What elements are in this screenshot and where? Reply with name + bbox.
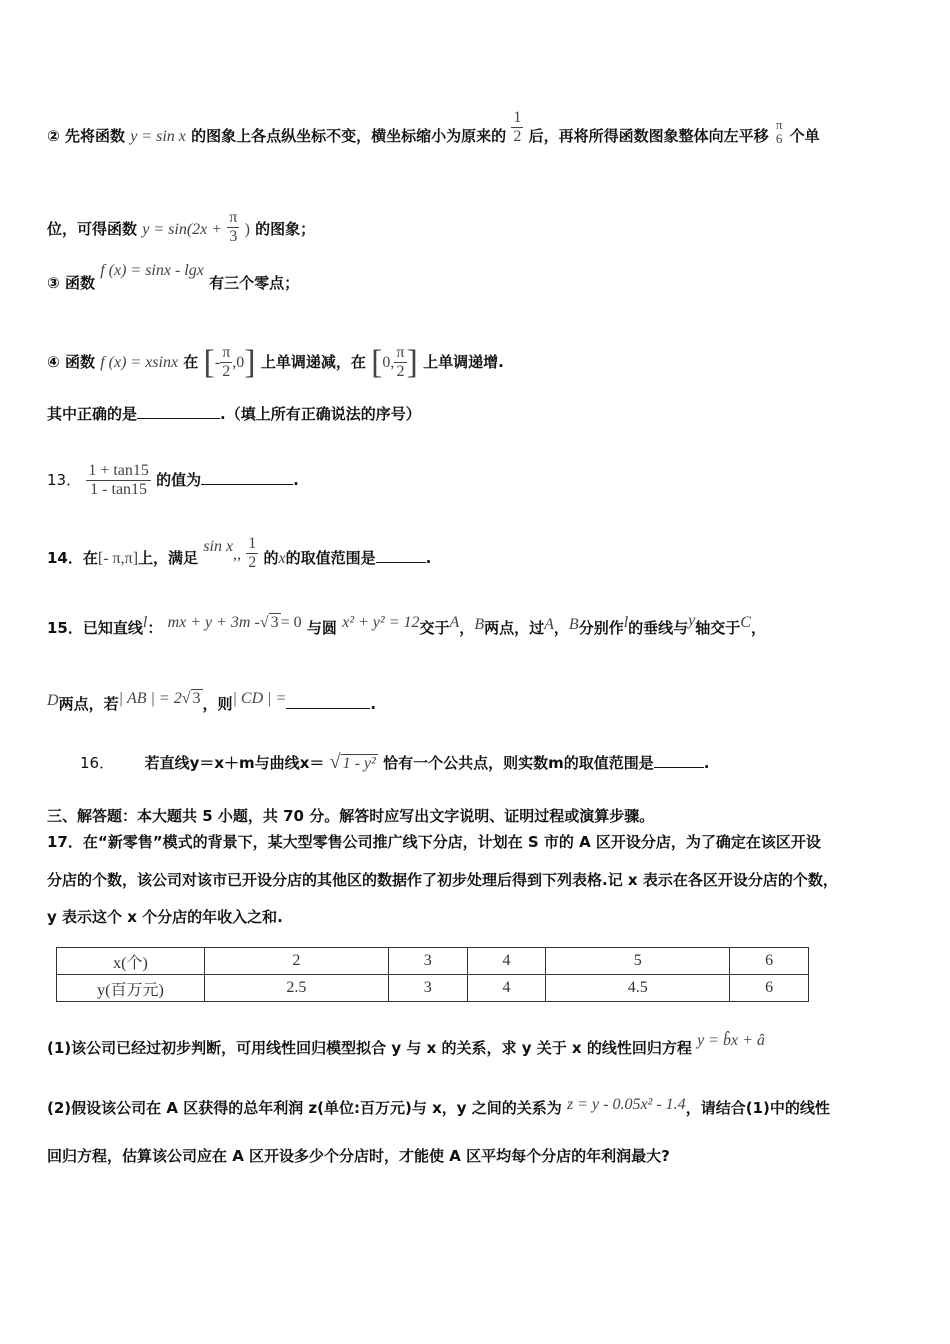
answer-blank[interactable]: [286, 692, 370, 709]
q15-point-a: A: [544, 616, 554, 633]
q16-line-eq: y＝x＋m: [189, 754, 255, 772]
q14-text: .: [425, 549, 432, 567]
q17-part2-line2: 回归方程，估算该公司应在 A 区开设多少个分店时，才能使 A 区平均每个分店的年利润最大?: [47, 1147, 670, 1165]
q15-l: l: [142, 614, 148, 631]
answer-blank[interactable]: [201, 468, 293, 485]
q16-text: .: [703, 754, 710, 772]
item2-line2: [47, 209, 316, 246]
q15-line-equation: mx + y + 3m -: [167, 614, 260, 631]
q15-text: ，则: [202, 695, 233, 713]
item2-text: 后，再将所得函数图象整体向左平移: [528, 127, 769, 145]
q15-ab-sqrt: 3: [192, 690, 201, 707]
item2-text: 位，可得函数: [47, 220, 138, 238]
item4: [47, 344, 504, 381]
q14-var: x: [278, 550, 286, 567]
item2-text: 的图象上各点纵坐标不变，横坐标缩小为原来的: [191, 127, 507, 145]
q15-sqrt3: 3: [270, 614, 279, 631]
q15-number: 15．已知直线: [47, 619, 143, 637]
item3-marker: ③: [47, 274, 60, 292]
item4-interval2-start: 0,: [382, 354, 395, 371]
sqrt-icon: √: [181, 690, 191, 707]
item4-interval1-neg: -: [214, 354, 221, 371]
answer-blank[interactable]: [137, 402, 220, 419]
table-cell: 2.5: [205, 975, 389, 1002]
item4-fraction-pi2: $\frac{\pi}{2}$: [396, 344, 405, 380]
q17-profit-equation: z = y - 0.05x² - 1.4: [567, 1096, 686, 1113]
q15-text: ，: [553, 619, 569, 637]
item4-formula: f (x) = xsinx: [100, 354, 179, 371]
question-13: [47, 462, 299, 499]
q15-text: 交于: [419, 619, 450, 637]
q14-interval: [- π,π]: [97, 550, 139, 567]
q14-sin: sin x: [203, 538, 234, 555]
item2-marker: ②: [47, 127, 60, 145]
section-3-header: 三、解答题：本大题共 5 小题，共 70 分。解答时应写出文字说明、证明过程或演算步骤。: [47, 807, 655, 825]
table-cell: 5: [546, 948, 730, 975]
q14-text: 上，满足: [138, 549, 199, 567]
item2-formula-target: y = sin(2x +: [142, 221, 223, 238]
table-header-x: x(个): [57, 948, 205, 975]
sqrt-icon: √: [329, 751, 341, 773]
q17-part2: [47, 1098, 830, 1119]
item4-text: 在: [183, 353, 199, 371]
question-15-line1: [47, 612, 766, 639]
table-header-y: y(百万元): [57, 975, 205, 1002]
q15-text: ，: [459, 619, 475, 637]
table-cell: 3: [388, 948, 467, 975]
right-bracket-icon: ]: [406, 343, 418, 381]
item2-formula-sin: y = sin x: [130, 128, 186, 145]
table-cell: 4.5: [546, 975, 730, 1002]
q15-text: 分别作: [578, 619, 624, 637]
item4-marker: ④: [47, 353, 60, 371]
q15-circle-equation: x² + y² = 12: [342, 614, 420, 631]
q17-regression-equation: y = b̂x + â: [697, 1032, 765, 1049]
q15-point-d: D: [47, 692, 59, 709]
conclusion: [47, 402, 421, 424]
table-cell: 6: [730, 975, 809, 1002]
item2-line1: [47, 109, 820, 147]
q16-text: 若直线: [144, 754, 190, 772]
q15-text: ，: [750, 619, 766, 637]
q15-text: 轴交于: [695, 619, 741, 637]
table-cell: 2: [205, 948, 389, 975]
q15-point-b: B: [474, 616, 485, 633]
sqrt-icon: √: [259, 614, 269, 631]
left-bracket-icon: [: [203, 343, 215, 381]
answer-blank[interactable]: [376, 546, 426, 563]
q17-line3: y 表示这个 x 个分店的年收入之和.: [47, 908, 283, 926]
item3-formula: f (x) = sinx - lgx: [100, 262, 204, 279]
item3-text: 函数: [64, 274, 95, 292]
question-15-line2: [47, 692, 376, 715]
q17-line2: 分店的个数，该公司对该市已开设分店的其他区的数据作了初步处理后得到下列表格.记 x 表示在各区开设分店的个数，: [47, 871, 838, 889]
item3-text: 有三个零点；: [209, 274, 300, 292]
item2-fraction-pi6: π 6: [775, 116, 783, 146]
q15-l: l: [623, 614, 629, 631]
q16-m: m: [548, 754, 564, 772]
q16-text: 恰有一个公共点，则实数: [383, 754, 549, 772]
table-cell: 4: [467, 948, 546, 975]
q15-point-b: B: [568, 616, 579, 633]
table-cell: 4: [467, 975, 546, 1002]
q15-y: y: [688, 612, 696, 629]
item2-fraction-pi3: $\frac{\pi}{3}$: [229, 209, 238, 245]
q14-fraction-half: $\frac{1}{2}$: [248, 535, 257, 571]
table-cell: 3: [388, 975, 467, 1002]
q15-line-eq-end: = 0: [280, 614, 302, 631]
q16-text: 与曲线: [254, 754, 300, 772]
q14-relation: ,,: [233, 546, 242, 563]
q17-part1-text: (1)该公司已经过初步判断，可用线性回归模型拟合 y 与 x 的关系，求 y 关于 x 的线性回归方程: [47, 1039, 692, 1057]
table-cell: 6: [730, 948, 809, 975]
q13-text: 的值为: [156, 471, 202, 489]
q15-text: 与圆: [306, 619, 337, 637]
conclusion-text: .（填上所有正确说法的序号）: [220, 405, 421, 423]
item2-text: 先将函数: [64, 127, 125, 145]
item4-text: 函数: [64, 353, 95, 371]
q15-cd: | CD | =: [232, 690, 287, 707]
data-table: [56, 947, 809, 1002]
table-row: [57, 948, 809, 975]
q13-text: .: [293, 471, 299, 489]
table-row: [57, 975, 809, 1002]
question-16: [80, 751, 709, 774]
q15-text: 两点，若: [58, 695, 119, 713]
item3: [47, 262, 300, 294]
q13-fraction: $\frac{1 + \tan 15}{1 - \tan 15}$: [88, 462, 149, 498]
q17-part1: [47, 1032, 765, 1059]
q17-line1: 17．在“新零售”模式的背景下，某大型零售公司推广线下分店，计划在 S 市的 A 区开设分店，为了确定在该区开设: [47, 833, 821, 851]
q16-sqrt-body: 1 - y²: [342, 755, 376, 772]
q15-text: 的垂线与: [628, 619, 689, 637]
q15-text: ：: [147, 619, 163, 637]
conclusion-text: 其中正确的是: [47, 405, 138, 423]
answer-blank[interactable]: [654, 751, 704, 768]
item2-text: 的图象；: [255, 220, 316, 238]
q15-text: .: [370, 695, 377, 713]
q15-point-a: A: [449, 614, 460, 631]
q16-x-eq: x＝: [299, 754, 325, 772]
q15-text: 两点，过: [484, 619, 545, 637]
q15-ab: | AB | = 2: [118, 690, 182, 707]
item4-interval1-end: ,0: [232, 354, 245, 371]
item2-formula-paren: ): [244, 221, 250, 238]
item4-text: 上单调递增.: [423, 353, 504, 371]
item4-fraction-pi2: $\frac{\pi}{2}$: [222, 344, 231, 380]
item2-fraction-half: $\frac{1}{2}$: [513, 109, 522, 145]
q16-number: 16．: [80, 754, 115, 772]
item4-text: 上单调递减，在: [260, 353, 366, 371]
q15-point-c: C: [740, 614, 751, 631]
q17-part2-text: (2)假设该公司在 A 区获得的总年利润 z(单位:百万元)与 x，y 之间的关系为: [47, 1099, 562, 1117]
q13-number: 13．: [47, 471, 82, 489]
q16-text: 的取值范围是: [563, 754, 654, 772]
q14-text: 的: [263, 549, 279, 567]
question-14: [47, 535, 432, 572]
left-bracket-icon: [: [371, 343, 383, 381]
q17-part2-text: ，请结合(1)中的线性: [685, 1099, 830, 1117]
right-bracket-icon: ]: [244, 343, 256, 381]
q14-text: 的取值范围是: [285, 549, 376, 567]
q14-number: 14．在: [47, 549, 98, 567]
item2-text: 个单: [789, 127, 820, 145]
